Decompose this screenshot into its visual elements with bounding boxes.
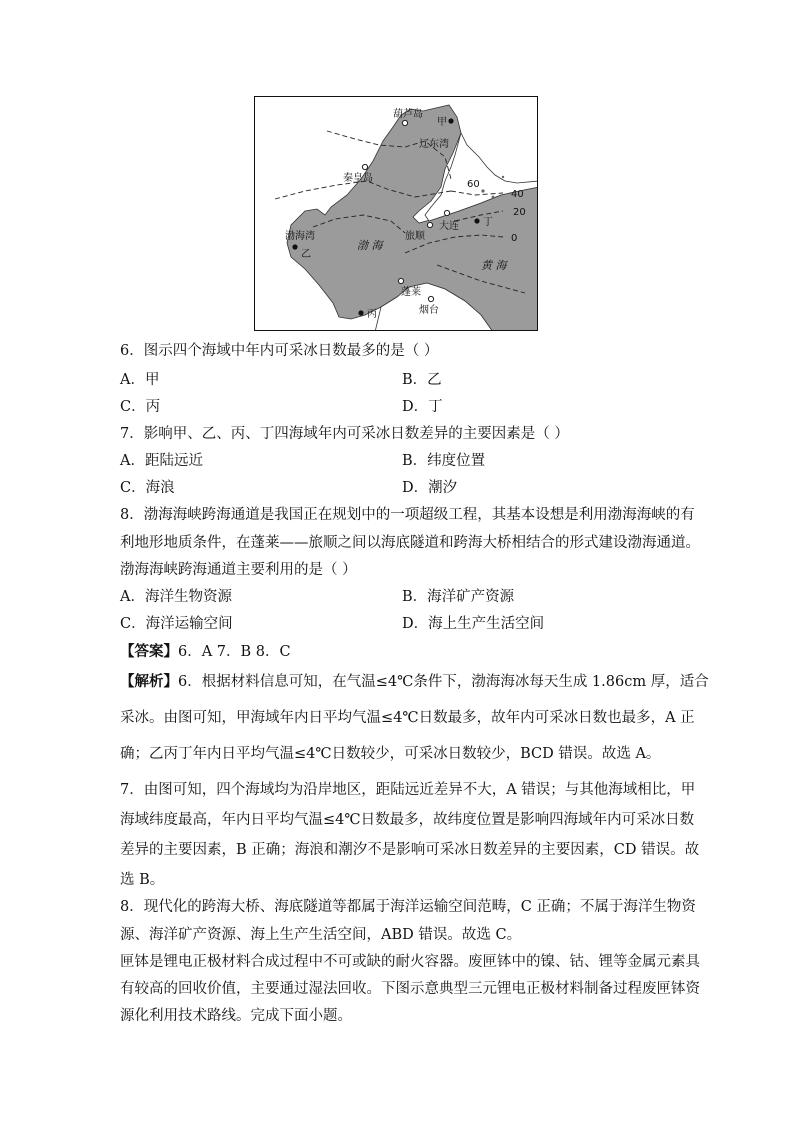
answer-line xyxy=(120,642,680,662)
bohai-map-svg xyxy=(255,97,538,331)
label-liaodongwan: 辽东湾 xyxy=(419,139,449,150)
analysis-6-line1 xyxy=(120,672,709,692)
dalian-point xyxy=(444,210,449,215)
yantai-point xyxy=(428,296,433,301)
q6-option-c: C．丙 xyxy=(120,399,161,415)
bohai-map xyxy=(254,96,538,331)
analysis-7-line2: 海域纬度最高，年内日平均气温≤4℃日数最多，故纬度位置是影响四海域年内可采冰日数 xyxy=(120,812,695,828)
jia-point xyxy=(448,118,453,123)
q8-option-b: B．海洋矿产资源 xyxy=(402,589,515,605)
analysis-7-line4: 选 B。 xyxy=(120,872,165,888)
q6-option-b: B．乙 xyxy=(402,372,442,388)
label-yantai: 烟台 xyxy=(419,305,439,316)
label-huanghai: 黄 海 xyxy=(481,259,507,272)
lvshun-point xyxy=(427,222,432,227)
island xyxy=(502,176,504,178)
ding-point xyxy=(474,218,479,223)
q6-option-a: A．甲 xyxy=(120,372,160,388)
analysis-6-text1: 6．根据材料信息可知，在气温≤4℃条件下，渤海海冰每天生成 1.86cm 厚，适合 xyxy=(178,674,709,690)
label-bohai: 渤 海 xyxy=(357,239,383,252)
label-iso60: 60 xyxy=(467,179,480,190)
analysis-8-line2: 源、海洋矿产资源、海上生产生活空间，ABD 错误。故选 C。 xyxy=(120,927,522,943)
label-jia: 甲 xyxy=(437,117,447,128)
label-bing: 丙 xyxy=(367,309,377,320)
q8-option-c: C．海洋运输空间 xyxy=(120,616,233,632)
label-bohaiwan: 渤海湾 xyxy=(285,231,315,242)
q8-option-d: D．海上生产生活空间 xyxy=(402,616,545,632)
island xyxy=(492,196,495,199)
question-8-stem-line3: 渤海海峡跨海通道主要利用的是（ ） xyxy=(120,562,357,578)
label-dalian: 大连 xyxy=(439,221,459,232)
analysis-8-line1: 8．现代化的跨海大桥、海底隧道等都属于海洋运输空间范畴，C 正确；不属于海洋生物资 xyxy=(120,899,696,915)
label-yi: 乙 xyxy=(301,249,311,260)
q8-option-a: A．海洋生物资源 xyxy=(120,589,232,605)
q6-option-d: D．丁 xyxy=(402,399,443,415)
q7-option-d: D．潮汐 xyxy=(402,480,458,496)
answer-label: 【答案】 xyxy=(120,643,178,660)
analysis-7-line1: 7．由图可知，四个海域均为沿岸地区，距陆远近差异不大，A 错误；与其他海域相比，甲 xyxy=(120,782,696,798)
analysis-label: 【解析】 xyxy=(120,673,178,690)
next-passage-line3: 源化利用技术路线。完成下面小题。 xyxy=(120,1008,352,1024)
next-passage-line1: 匣钵是锂电正极材料合成过程中不可或缺的耐火容器。废匣钵中的镍、钴、锂等金属元素具 xyxy=(120,954,700,970)
answer-text: 6．A 7．B 8．C xyxy=(178,644,291,660)
question-6-stem: 6．图示四个海域中年内可采冰日数最多的是（ ） xyxy=(120,343,439,359)
question-7-stem: 7．影响甲、乙、丙、丁四海域年内可采冰日数差异的主要因素是（ ） xyxy=(120,426,569,442)
next-passage-line2: 有较高的回收价值，主要通过湿法回收。下图示意典型三元锂电正极材料制备过程废匣钵资 xyxy=(120,981,700,997)
yi-point xyxy=(292,244,297,249)
penglai-point xyxy=(398,278,403,283)
bing-point xyxy=(358,310,363,315)
label-iso40: 40 xyxy=(511,189,524,200)
analysis-6-line3: 确；乙丙丁年内日平均气温≤4℃日数较少，可采冰日数较少，BCD 错误。故选 A。 xyxy=(120,746,661,762)
label-iso20: 20 xyxy=(513,207,526,218)
question-8-stem-line2: 利地形地质条件，在蓬莱——旅顺之间以海底隧道和跨海大桥相结合的形式建设渤海通道。 xyxy=(120,535,700,551)
analysis-6-line2: 采冰。由图可知，甲海域年内日平均气温≤4℃日数最多，故年内可采冰日数也最多，A 正 xyxy=(120,710,695,726)
question-8-stem-line1: 8．渤海海峡跨海通道是我国正在规划中的一项超级工程，其基本设想是利用渤海海峡的有 xyxy=(120,507,695,523)
q7-option-c: C．海浪 xyxy=(120,480,175,496)
label-qinhuangdao: 秦皇岛 xyxy=(343,173,373,184)
label-lvshun: 旅顺 xyxy=(405,231,425,242)
label-huludao: 葫芦岛 xyxy=(393,109,423,120)
qinhuangdao-point xyxy=(362,164,367,169)
island xyxy=(481,189,484,192)
q7-option-b: B．纬度位置 xyxy=(402,453,486,469)
q7-option-a: A．距陆远近 xyxy=(120,453,203,469)
label-penglai: 蓬莱 xyxy=(401,287,421,298)
analysis-7-line3: 差异的主要因素，B 正确；海浪和潮汐不是影响可采冰日数差异的主要因素，CD 错误。故 xyxy=(120,842,700,858)
huludao-point xyxy=(402,120,407,125)
label-iso0: 0 xyxy=(511,233,518,244)
label-ding: 丁 xyxy=(483,217,493,228)
